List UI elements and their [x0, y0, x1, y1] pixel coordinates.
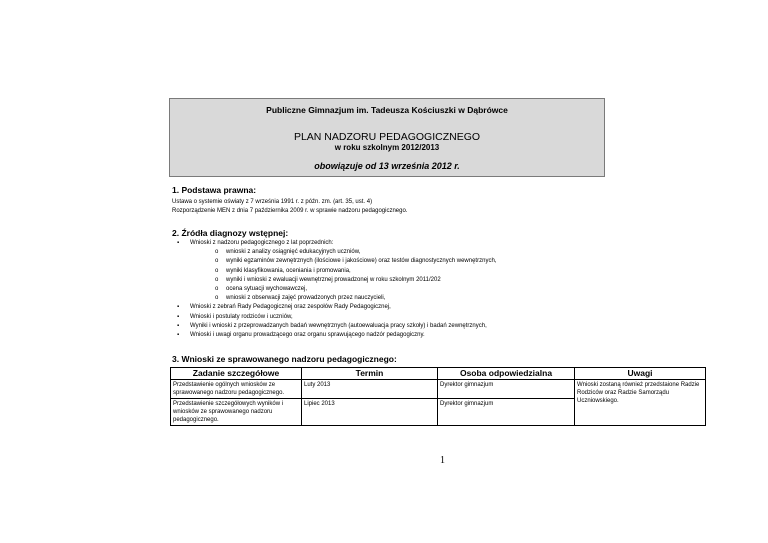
list-item: [172, 239, 496, 303]
section-1-title: 1. Podstawa prawna:: [172, 185, 257, 195]
column-header: Osoba odpowiedzialna: [438, 368, 575, 380]
section-2-title: 2. Źródła diagnozy wstępnej:: [172, 228, 289, 238]
person-cell: Dyrektor gimnazjum: [438, 399, 575, 426]
legal-basis-line: Ustawa o systemie oświaty z 7 września 1991 r. z późn. zm. (art. 35, ust. 4): [172, 199, 373, 205]
diagnosis-sources-list: [172, 239, 496, 340]
column-header: Termin: [302, 368, 438, 380]
list-item: ▪ Wnioski i postulaty rodziców i uczniów,: [172, 313, 496, 322]
column-header: Uwagi: [575, 368, 706, 380]
legal-basis-line: Rozporządzenie MEN z dnia 7 października 2009 r. w sprawie nadzoru pedagogicznego.: [172, 208, 408, 214]
sub-list-item: o wnioski z obserwacji zajęć prowadzonych przez nauczycieli,: [190, 294, 496, 303]
conclusions-table: [170, 367, 706, 426]
table-row: [171, 380, 706, 399]
person-cell: Dyrektor gimnazjum: [438, 380, 575, 399]
page-number: 1: [440, 455, 445, 466]
school-name: Publiczne Gimnazjum im. Tadeusza Kościuszki w Dąbrówce: [266, 105, 508, 115]
list-item: ▪ Wyniki i wnioski z przeprowadzanych badań wewnętrznych (autoewaluacja pracy szkoły) i badań zewnętrznych,: [172, 322, 496, 331]
validity-date: obowiązuje od 13 września 2012 r.: [314, 161, 460, 171]
table-header-row: [171, 368, 706, 380]
sub-list-item: o ocena sytuacji wychowawczej,: [190, 285, 496, 294]
sub-list-item: o wyniki klasyfikowania, oceniania i promowania,: [190, 267, 496, 276]
sub-list-item: o wnioski z analizy osiągnięć edukacyjnych uczniów,: [190, 248, 496, 257]
column-header: Zadanie szczegółowe: [171, 368, 302, 380]
term-cell: Lipiec 2013: [302, 399, 438, 426]
list-item-label: Wnioski z nadzoru pedagogicznego z lat poprzednich:: [190, 240, 334, 246]
document-title: PLAN NADZORU PEDAGOGICZNEGO: [293, 131, 481, 143]
sub-list-item: o wyniki i wnioski z ewaluacji wewnętrznej prowadzonej w roku szkolnym 2011/202: [190, 276, 496, 285]
document-subtitle: w roku szkolnym 2012/2013: [334, 143, 440, 152]
task-cell: Przedstawienie szczegółowych wyników i wniosków ze sprawowanego nadzoru pedagogicznego.: [171, 399, 302, 426]
sub-list-item: o wyniki egzaminów zewnętrznych (ilościowe i jakościowe) oraz testów diagnostycznych wewnętrznych,: [190, 257, 496, 266]
header-box: [169, 98, 605, 177]
list-item: ▪ Wnioski z zebrań Rady Pedagogicznej oraz zespołów Rady Pedagogicznej,: [172, 303, 496, 312]
section-3-title: 3. Wnioski ze sprawowanego nadzoru pedagogicznego:: [172, 354, 397, 364]
list-item: ▪ Wnioski i uwagi organu prowadzącego oraz organu sprawującego nadzór pedagogiczny.: [172, 331, 496, 340]
task-cell: Przedstawienie ogólnych wniosków ze sprawowanego nadzoru pedagogicznego.: [171, 380, 302, 399]
sub-list: [190, 248, 496, 303]
notes-cell: Wnioski zostaną również przedstaione Radzie Rodziców oraz Radzie Samorządu Uczniowskiego.: [575, 380, 706, 426]
term-cell: Luty 2013: [302, 380, 438, 399]
